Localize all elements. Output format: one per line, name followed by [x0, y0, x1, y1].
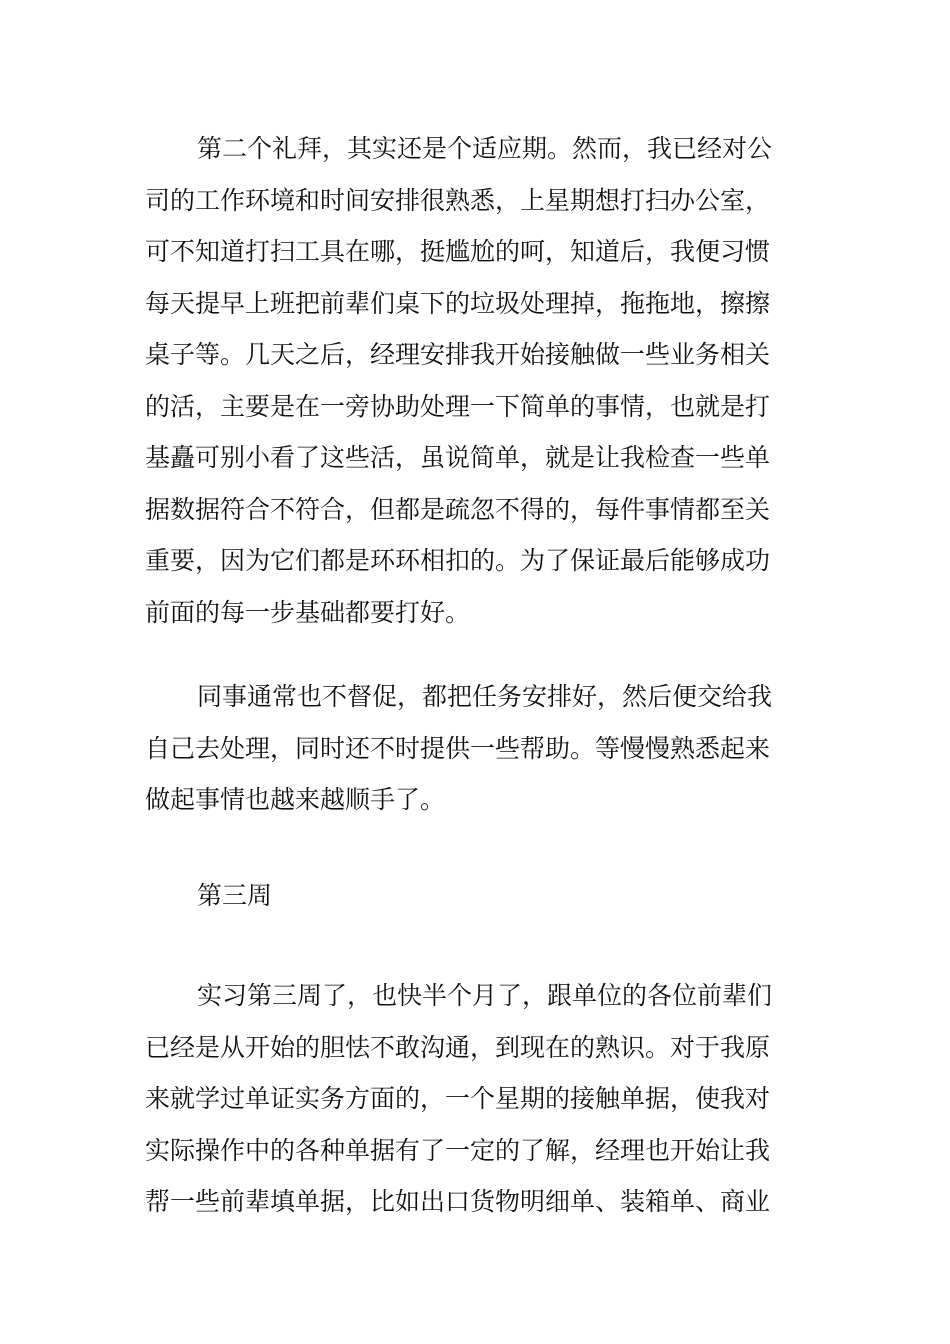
paragraph-week-three — [145, 970, 810, 1228]
text-line: 做起事情也越来越顺手了。 — [145, 785, 446, 814]
paragraph-colleagues — [145, 671, 810, 826]
text-line: 来就学过单证实务方面的，一个星期的接触单据，使我对 — [145, 1084, 771, 1113]
section-heading-week-three — [145, 870, 810, 922]
text-line: 实际操作中的各种单据有了一定的了解，经理也开始让我 — [145, 1135, 771, 1165]
text-line: 重要，因为它们都是环环相扣的。为了保证最后能够成功 — [145, 546, 771, 575]
text-line: 可不知道打扫工具在哪，挺尴尬的呵，知道后，我便习惯 — [145, 237, 771, 266]
text-line: 司的工作环境和时间安排很熟悉，上星期想打扫办公室， — [145, 185, 771, 215]
text-line: 的活，主要是在一旁协助处理一下简单的事情，也就是打 — [145, 391, 771, 421]
text-line: 第二个礼拜，其实还是个适应期。然而，我已经对公 — [197, 134, 773, 163]
text-line: 帮一些前辈填单据，比如出口货物明细单、装箱单、商业 — [145, 1187, 771, 1216]
text-line: 基矗可别小看了这些活，虽说简单，就是让我检查一些单 — [145, 443, 771, 472]
text-line: 已经是从开始的胆怯不敢沟通，到现在的熟识。对于我原 — [145, 1032, 771, 1062]
paragraph-week-two — [145, 123, 810, 638]
text-line: 每天提早上班把前辈们桌下的垃圾处理掉，拖拖地，擦擦 — [145, 288, 771, 318]
text-line: 实习第三周了，也快半个月了，跟单位的各位前辈们 — [197, 981, 773, 1010]
text-line: 前面的每一步基础都要打好。 — [145, 597, 471, 627]
section-heading: 第三周 — [197, 881, 273, 910]
text-line: 自己去处理，同时还不时提供一些帮助。等慢慢熟悉起来 — [145, 733, 771, 763]
text-line: 同事通常也不督促，都把任务安排好，然后便交给我 — [197, 682, 773, 711]
text-line: 桌子等。几天之后，经理安排我开始接触做一些业务相关 — [145, 340, 771, 369]
text-line: 据数据符合不符合，但都是疏忽不得的，每件事情都至关 — [145, 494, 771, 524]
